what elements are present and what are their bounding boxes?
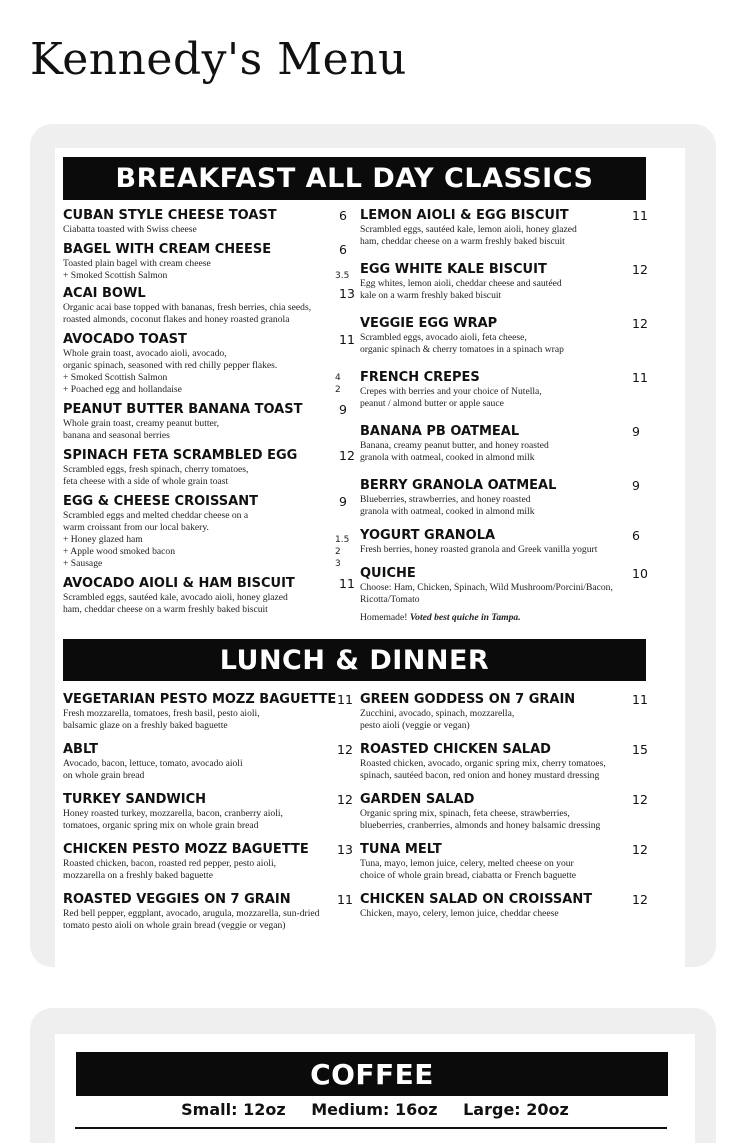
menu-item-price: 11 [632, 208, 648, 223]
menu-item-description: ham, cheddar cheese on a warm freshly baked biscuit [63, 604, 268, 615]
addon-label: + Sausage [63, 558, 103, 569]
menu-item-name: GARDEN SALAD [360, 792, 475, 807]
menu-item-description: feta cheese with a side of whole grain toast [63, 476, 229, 487]
menu-item-name: BANANA PB OATMEAL [360, 424, 520, 439]
menu-item-description: Fresh mozzarella, tomatoes, fresh basil, pesto aioli, [63, 708, 260, 719]
menu-item [63, 892, 353, 932]
addon-price: 2 [335, 547, 341, 557]
menu-item-price: 12 [337, 792, 353, 807]
menu-item-name: EGG & CHEESE CROISSANT [63, 494, 258, 509]
menu-item-description: organic spinach & cherry tomatoes in a spinach wrap [360, 344, 564, 355]
addon-price: 4 [335, 373, 341, 383]
menu-item [360, 792, 648, 832]
menu-item-name: SPINACH FETA SCRAMBLED EGG [63, 448, 298, 463]
menu-item-name: YOGURT GRANOLA [360, 528, 496, 543]
menu-item [360, 892, 648, 920]
menu-item-price: 12 [632, 792, 648, 807]
menu-item-name: QUICHE [360, 566, 416, 581]
menu-item [360, 370, 648, 410]
menu-item-name: FRENCH CREPES [360, 370, 480, 385]
menu-item-price: 11 [337, 692, 353, 707]
menu-item [63, 286, 355, 326]
menu-item-description: Scrambled eggs, sautéed kale, avocado aioli, honey glazed [63, 592, 288, 603]
menu-item-description: warm croissant from our local bakery. [63, 522, 209, 533]
menu-item [63, 208, 348, 236]
menu-item-price: 13 [339, 286, 355, 301]
menu-item-description: Blueberries, strawberries, and honey roasted [360, 494, 531, 505]
menu-item-description: roasted almonds, coconut flakes and honey roasted granola [63, 314, 290, 325]
addon-price: 2 [335, 385, 341, 395]
size-medium: Medium: 16oz [311, 1100, 438, 1119]
addon-label: + Honey glazed ham [63, 534, 143, 545]
menu-item-name: BAGEL WITH CREAM CHEESE [63, 242, 272, 257]
menu-item [360, 566, 648, 606]
menu-item [63, 242, 348, 282]
menu-item-price: 13 [337, 842, 353, 857]
menu-item-name: CHICKEN SALAD ON CROISSANT [360, 892, 593, 907]
menu-item-description: Red bell pepper, eggplant, avocado, arugula, mozzarella, sun-dried [63, 908, 320, 919]
menu-item-name: PEANUT BUTTER BANANA TOAST [63, 402, 303, 417]
menu-item [63, 332, 355, 396]
menu-item-price: 12 [339, 448, 355, 463]
menu-item-description: Toasted plain bagel with cream cheese [63, 258, 211, 269]
menu-item-price: 11 [339, 332, 355, 347]
menu-item-description: Organic acai base topped with bananas, fresh berries, chia seeds, [63, 302, 312, 313]
menu-item-description: tomatoes, organic spring mix on whole grain bread [63, 820, 259, 831]
menu-item-price: 6 [632, 528, 640, 543]
menu-item-description: Avocado, bacon, lettuce, tomato, avocado aioli [63, 758, 243, 769]
menu-item-description: Whole grain toast, creamy peanut butter, [63, 418, 219, 429]
menu-item-name: ROASTED CHICKEN SALAD [360, 742, 551, 757]
menu-item [360, 316, 648, 356]
page-title: Kennedy's Menu [30, 34, 407, 85]
menu-item-price: 9 [339, 494, 347, 509]
coffee-sizes [55, 1100, 695, 1119]
addon-price: 3 [335, 559, 341, 569]
breakfast-left-column [63, 208, 355, 616]
menu-item [63, 842, 353, 882]
addon-price: 1.5 [335, 535, 350, 545]
lunch-left-column [63, 692, 353, 932]
menu-item-description: Honey roasted turkey, mozzarella, bacon, cranberry aioli, [63, 808, 283, 819]
menu-item-description: Whole grain toast, avocado aioli, avocado, [63, 348, 227, 359]
menu-item [63, 742, 353, 782]
menu-item-name: VEGETARIAN PESTO MOZZ BAGUETTE [63, 692, 337, 707]
menu-item-description: Chicken, mayo, celery, lemon juice, cheddar cheese [360, 908, 559, 919]
addon-label: + Smoked Scottish Salmon [63, 270, 168, 281]
menu-item-description: Zucchini, avocado, spinach, mozzarella, [360, 708, 515, 719]
menu-item [360, 208, 648, 248]
menu-item-name: AVOCADO TOAST [63, 332, 187, 347]
addon-label: + Apple wood smoked bacon [63, 546, 175, 557]
menu-item-description: mozzarella on a freshly baked baguette [63, 870, 213, 881]
menu-item-addon [63, 558, 348, 570]
menu-item-price: 12 [632, 316, 648, 331]
menu-item [360, 692, 648, 732]
menu-item-name: TUNA MELT [360, 842, 442, 857]
menu-item-addon [63, 534, 348, 546]
menu-item-price: 12 [337, 742, 353, 757]
menu-item-price: 12 [632, 842, 648, 857]
menu-item [360, 842, 648, 882]
menu-item-description: Roasted chicken, bacon, roasted red pepper, pesto aioli, [63, 858, 277, 869]
menu-item-price: 6 [339, 208, 347, 223]
menu-item-description: banana and seasonal berries [63, 430, 170, 441]
size-small: Small: 12oz [181, 1100, 286, 1119]
menu-item-description: on whole grain bread [63, 770, 145, 781]
menu-item-price: 12 [632, 892, 648, 907]
menu-item-addon [63, 384, 348, 396]
menu-item-description: Scrambled eggs, avocado aioli, feta cheese, [360, 332, 527, 343]
menu-item-addon [63, 270, 348, 282]
menu-item-price: 9 [339, 402, 347, 417]
lunch-right-column [360, 692, 648, 920]
menu-item-name: ROASTED VEGGIES ON 7 GRAIN [63, 892, 291, 907]
menu-item-name: BERRY GRANOLA OATMEAL [360, 478, 557, 493]
lunch-dinner-banner: LUNCH & DINNER [63, 639, 646, 681]
quiche-note: Homemade! Voted best quiche in Tampa. [360, 612, 521, 623]
menu-item-name: ABLT [63, 742, 98, 757]
menu-item-description: Ricotta/Tomato [360, 594, 420, 605]
menu-item-name: CHICKEN PESTO MOZZ BAGUETTE [63, 842, 309, 857]
menu-item-description: granola with oatmeal, cooked in almond milk [360, 452, 535, 463]
menu-sheet-main [55, 148, 685, 967]
menu-item-description: Scrambled eggs and melted cheddar cheese on a [63, 510, 249, 521]
menu-item-description: choice of whole grain bread, ciabatta or French baguette [360, 870, 577, 881]
menu-item-name: TURKEY SANDWICH [63, 792, 207, 807]
menu-item-description: Banana, creamy peanut butter, and honey roasted [360, 440, 549, 451]
menu-item-name: VEGGIE EGG WRAP [360, 316, 498, 331]
menu-item-description: organic spinach, seasoned with red chilly pepper flakes. [63, 360, 278, 371]
coffee-divider [75, 1127, 667, 1129]
menu-item-name: EGG WHITE KALE BISCUIT [360, 262, 547, 277]
menu-item-description: ham, cheddar cheese on a warm freshly baked biscuit [360, 236, 565, 247]
addon-price: 3.5 [335, 271, 350, 281]
menu-item [63, 402, 348, 442]
addon-label: + Smoked Scottish Salmon [63, 372, 168, 383]
breakfast-banner: BREAKFAST ALL DAY CLASSICS [63, 157, 646, 200]
menu-item-price: 12 [632, 262, 648, 277]
menu-item-description: pesto aioli (veggie or vegan) [360, 720, 470, 731]
menu-item-description: blueberries, cranberries, almonds and honey balsamic dressing [360, 820, 601, 831]
menu-item-description: Fresh berries, honey roasted granola and Greek vanilla yogurt [360, 544, 598, 555]
menu-item-name: LEMON AIOLI & EGG BISCUIT [360, 208, 569, 223]
menu-item-price: 6 [339, 242, 347, 257]
menu-item [360, 478, 645, 518]
menu-item-price: 9 [632, 478, 640, 493]
menu-item-addon [63, 372, 348, 384]
menu-item-description: spinach, sautéed bacon, red onion and honey mustard dressing [360, 770, 600, 781]
menu-item-description: Scrambled eggs, fresh spinach, cherry tomatoes, [63, 464, 249, 475]
menu-item-description: Scrambled eggs, sautéed kale, lemon aioli, honey glazed [360, 224, 577, 235]
menu-item [360, 742, 648, 782]
menu-image-card[interactable] [30, 124, 716, 967]
menu-item-price: 11 [337, 892, 353, 907]
menu-item-price: 10 [632, 566, 648, 581]
menu-item-price: 15 [632, 742, 648, 757]
menu-item [63, 792, 353, 832]
menu-item [360, 424, 645, 464]
menu-item-description: Roasted chicken, avocado, organic spring mix, cherry tomatoes, [360, 758, 606, 769]
menu-item-description: Ciabatta toasted with Swiss cheese [63, 224, 197, 235]
menu-item-addon [63, 546, 348, 558]
menu-item-description: granola with oatmeal, cooked in almond milk [360, 506, 535, 517]
menu-item-name: GREEN GODDESS ON 7 GRAIN [360, 692, 576, 707]
menu-sheet-coffee [55, 1034, 695, 1143]
size-large: Large: 20oz [463, 1100, 569, 1119]
menu-item-name: CUBAN STYLE CHEESE TOAST [63, 208, 277, 223]
menu-item-name: ACAI BOWL [63, 286, 146, 301]
menu-item-description: Organic spring mix, spinach, feta cheese, strawberries, [360, 808, 570, 819]
breakfast-right-column [360, 208, 648, 624]
menu-item-price: 11 [632, 370, 648, 385]
menu-item [63, 448, 355, 488]
menu-item [63, 576, 355, 616]
addon-label: + Poached egg and hollandaise [63, 384, 182, 395]
menu-item-description: Choose: Ham, Chicken, Spinach, Wild Mushroom/Porcini/Bacon, [360, 582, 613, 593]
menu-item-description: Tuna, mayo, lemon juice, celery, melted cheese on your [360, 858, 574, 869]
menu-item [63, 692, 353, 732]
menu-item-description: balsamic glaze on a freshly baked baguette [63, 720, 228, 731]
menu-item-price: 11 [632, 692, 648, 707]
coffee-banner: COFFEE [76, 1052, 668, 1096]
menu-item-name: AVOCADO AIOLI & HAM BISCUIT [63, 576, 295, 591]
menu-item-price: 11 [339, 576, 355, 591]
menu-item [63, 494, 348, 570]
coffee-image-card[interactable] [30, 1008, 716, 1143]
menu-item-price: 9 [632, 424, 640, 439]
menu-item-description: peanut / almond butter or apple sauce [360, 398, 504, 409]
menu-item-description: Egg whites, lemon aioli, cheddar cheese and sautéed [360, 278, 562, 289]
menu-item [360, 262, 648, 302]
menu-item-description: Crepes with berries and your choice of Nutella, [360, 386, 542, 397]
menu-item-description: kale on a warm freshly baked biscuit [360, 290, 502, 301]
menu-item [360, 528, 645, 556]
menu-item-description: tomato pesto aioli on whole grain bread (veggie or vegan) [63, 920, 286, 931]
